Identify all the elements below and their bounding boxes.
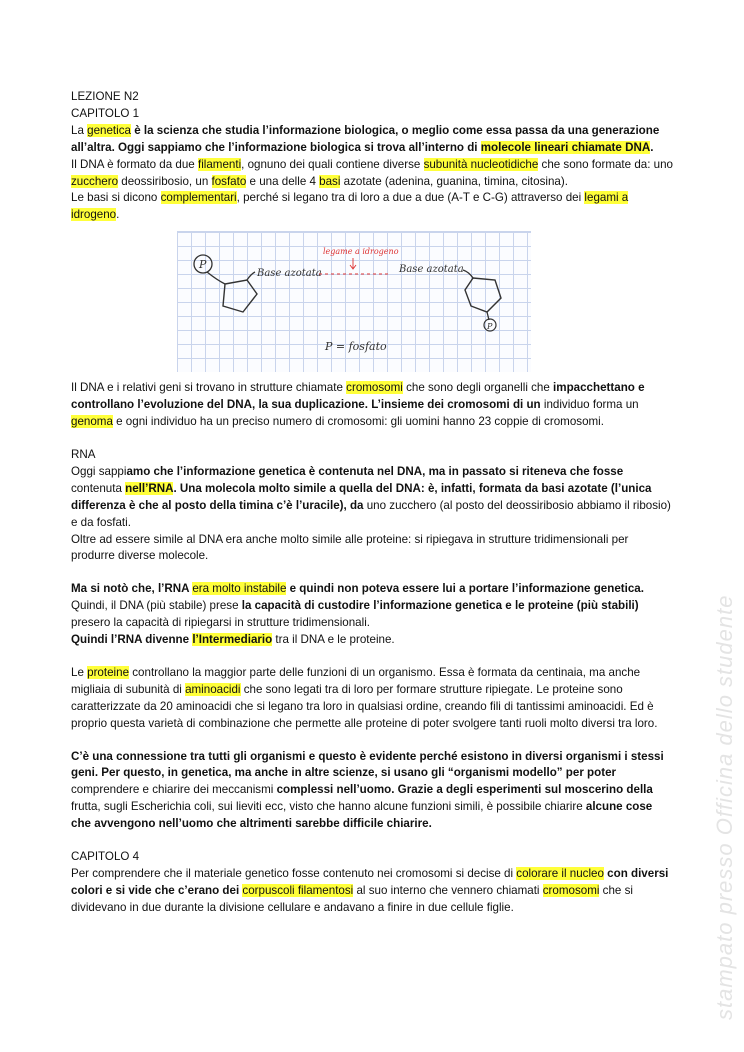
text-run: Il DNA è formato da due [71,157,198,171]
text-run: al suo interno che vennero chiamati [353,883,543,897]
highlighted-term: corpuscoli filamentosi [242,883,354,897]
hydrogen-bond-label: legame a idrogeno [323,247,399,257]
text-run: azotate (adenina, guanina, timina, citosina). [340,174,568,188]
text-run: è la scienza che studia l’informazione biologica, o meglio come essa passa da una generazione all’altra. Oggi sappiamo che l’informazione biologica si trova all’interno di [71,123,660,154]
text-run: . [116,208,120,222]
text-run: contenuta [71,481,126,495]
highlighted-term: l’Intermediario [192,633,273,647]
highlighted-term: cromosomi [542,883,600,897]
paragraph [71,464,675,532]
text-run: la capacità di custodire l’informazione genetica e le proteine (più stabili) [241,599,639,613]
text-run: comprendere e chiarire dei meccanismi [71,783,277,797]
text-run: individuo forma un [540,398,639,412]
sugar-right [465,278,501,312]
text-run: presero la capacità di ripiegarsi in strutture tridimensionali. [71,616,370,630]
text-run: che sono degli organelli che [402,381,554,395]
paragraph [71,157,675,191]
document-page [71,89,675,917]
phosphate-label-left: P [199,258,207,272]
watermark-text: stampato presso Officina dello studente [712,594,737,1020]
text-run: C’è una connessione tra tutti gli organismi e questo è evidente perché esistono in diversi organismi i stessi geni. Per questo, in genetica, ma anche in altre scienze, si usano gli “organismi modello” per poter [71,749,664,780]
text-run: complessi nell’uomo. Grazie a degli esperimenti sul moscerino della [276,783,653,797]
highlighted-term: genetica [87,123,131,137]
text-run: che sono formate da: uno [538,157,674,171]
text-run: controllano la maggior parte delle funzioni di un organismo. Essa è formata da centinaia, ma anche migliaia di subunità di [71,665,641,696]
highlighted-term: molecole lineari chiamate DNA [480,140,651,154]
text-run: impacchettano e controllano l’evoluzione del DNA, la sua duplicazione. L’insieme dei cromosomi di un [71,381,645,412]
paragraph [71,866,675,917]
highlighted-term: basi [319,174,341,188]
text-run: tra il DNA e le proteine. [272,633,395,647]
highlighted-term: nell’RNA [125,481,174,495]
watermark [690,500,737,1020]
text-run: Ma si notò che, l’RNA [71,582,193,596]
chapter-heading: CAPITOLO 4 [71,850,140,864]
paragraph [71,665,675,733]
text-run: amo che l’informazione genetica è contenuta nel DNA, ma in passato si riteneva che fosse [126,464,624,478]
text-run: e quindi non poteva essere lui a portare l’informazione genetica. [286,582,644,596]
highlighted-term: era molto instabile [192,582,287,596]
paragraph [71,380,675,431]
text-run: con diversi colori e si vide che c’erano dei [71,867,669,897]
highlighted-term: subunità nucleotidiche [423,157,539,171]
text-run: deossiribosio, un [118,174,212,188]
paragraph [71,749,675,834]
highlighted-term: cromosomi [346,381,403,395]
phosphate-label-right: P [487,322,493,332]
text-run: . Una molecola molto simile a quella del DNA: è, infatti, formata da basi azotate (l’unica differenza è che al posto della timina c’è l’uracile), da [71,481,652,512]
highlighted-term: proteine [87,665,130,679]
paragraph [71,632,675,649]
chapter-heading: CAPITOLO 1 [71,106,140,120]
highlighted-term: fosfato [211,174,247,188]
paragraph [71,190,675,224]
text-run: Oltre ad essere simile al DNA era anche molto simile alle proteine: si ripiegava in strutture tridimensionali per produrre diverse molecole. [71,532,629,563]
text-run: uno zucchero (al posto del deossiribosio abbiamo il ribosio) e da fosfati. [71,498,671,529]
text-run: . [650,140,654,154]
highlighted-term: legami a idrogeno [71,191,629,222]
dna-sketch [177,232,531,372]
paragraph [71,598,675,632]
figure-legend: P = fosfato [325,340,387,354]
paragraph [71,532,675,566]
base-label-left: Base azotata [257,268,322,280]
text-run: che sono legati tra di loro per formare strutture ripiegate. Le proteine sono caratterizzate da 20 aminoacidi che si legano tra loro in qualsiasi ordine, creando fili di tantissimi aminoacidi. Ed è proprio questa varietà di combinazione che permette alle proteine di poter svolgere tanti ruoli molto diversi tra loro. [71,682,658,730]
paragraph [71,581,675,598]
text-run: Le [71,665,88,679]
text-run: Quindi, il DNA (più stabile) prese [71,599,242,613]
text-run: Per comprendere che il materiale genetico fosse contenuto nei cromosomi si decise di [71,867,517,880]
highlighted-term: complementari [160,191,237,205]
text-run: e una delle 4 [246,174,320,188]
text-run: La [71,123,88,137]
text-run: Le basi si dicono [71,191,161,205]
text-run: e ogni individuo ha un preciso numero di cromosomi: gli uomini hanno 23 coppie di cromosomi. [112,415,604,429]
text-run: che si dividevano in due durante la divisione cellulare e andavano a finire in due cellule figlie. [71,883,633,914]
text-run: , perché si legano tra di loro a due a due (A-T e C-G) attraverso dei [236,191,585,205]
base-label-right: Base azotata [399,264,464,276]
text-run: Oggi sappi [71,464,127,478]
text-run: alcune cose che avvengono nell’uomo che altrimenti sarebbe difficile chiarire. [71,800,653,831]
dna-sketch-figure [177,231,531,372]
section-heading: RNA [71,447,96,461]
highlighted-term: genoma [71,415,113,429]
highlighted-term: colorare il nucleo [516,867,604,880]
text-run: , ognuno dei quali contiene diverse [241,157,424,171]
highlighted-term: zucchero [71,174,119,188]
text-run: frutta, sugli Escherichia coli, sui lieviti ecc, visto che hanno alcune funzioni simili, è possibile chiarire [71,800,586,814]
lesson-heading: LEZIONE N2 [71,90,139,103]
sugar-left [223,280,257,312]
text-run: Quindi l’RNA divenne [71,633,193,647]
text-run: Il DNA e i relativi geni si trovano in strutture chiamate [71,381,347,395]
highlighted-term: filamenti [197,157,242,171]
paragraph [71,123,675,157]
highlighted-term: aminoacidi [185,682,241,696]
